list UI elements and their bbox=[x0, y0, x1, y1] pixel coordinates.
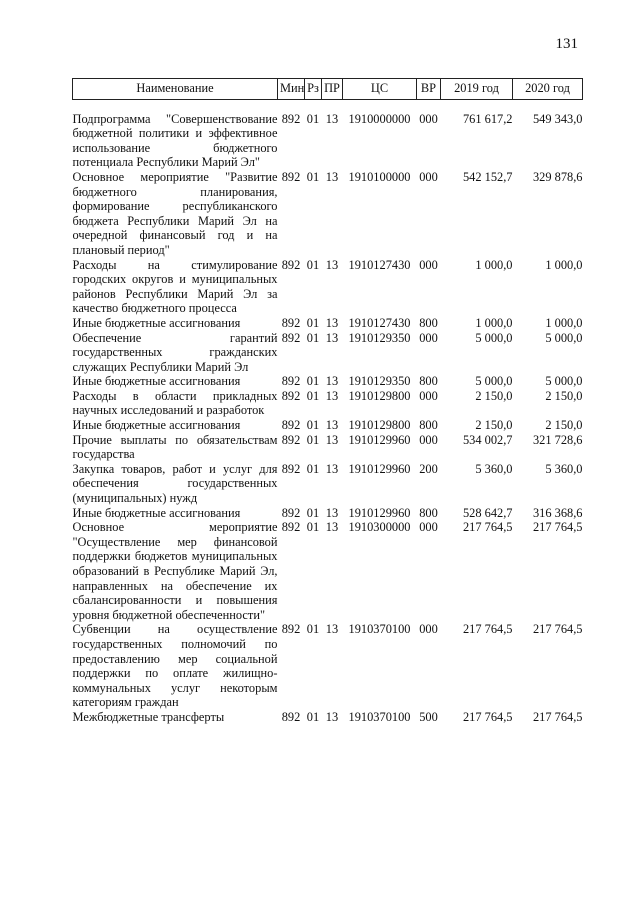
cell-vr: 500 bbox=[419, 709, 438, 724]
cell-2020: 2 150,0 bbox=[545, 388, 583, 403]
cell-min: 892 bbox=[281, 111, 301, 126]
cell-2019: 2 150,0 bbox=[475, 418, 513, 433]
cell-name: Обеспечение гарантий государственных гражданских служащих Республики Марий Эл bbox=[72, 330, 278, 374]
cell-name: Иные бюджетные ассигнования bbox=[72, 505, 241, 520]
cell-min: 892 bbox=[281, 709, 301, 724]
cell-min: 892 bbox=[281, 169, 301, 184]
table-row bbox=[73, 170, 583, 258]
cell-pr: 13 bbox=[325, 257, 339, 272]
cell-2020: 5 360,0 bbox=[545, 461, 583, 476]
header-min: Мин bbox=[278, 79, 305, 100]
cell-vr: 000 bbox=[419, 330, 438, 345]
cell-pr: 13 bbox=[325, 330, 339, 345]
cell-vr: 000 bbox=[419, 432, 438, 447]
cell-vr: 800 bbox=[419, 315, 438, 330]
cell-min: 892 bbox=[281, 315, 301, 330]
cell-min: 892 bbox=[281, 432, 301, 447]
cell-pr: 13 bbox=[325, 315, 339, 330]
cell-2019: 217 764,5 bbox=[462, 520, 513, 535]
cell-2020: 5 000,0 bbox=[545, 330, 583, 345]
header-pr: ПР bbox=[322, 79, 343, 100]
table-row bbox=[73, 710, 583, 725]
cell-rz: 01 bbox=[306, 418, 320, 433]
cell-name: Основное мероприятие "Развитие бюджетного планирования, формирование республиканского бюджета Республики Марий Эл на очередной финансовый год и на плановый период" bbox=[72, 169, 278, 257]
cell-2019: 217 764,5 bbox=[462, 709, 513, 724]
cell-pr: 13 bbox=[325, 505, 339, 520]
cell-vr: 000 bbox=[419, 257, 438, 272]
cell-vr: 200 bbox=[419, 461, 438, 476]
header-name: Наименование bbox=[73, 79, 278, 100]
cell-cs: 1910129960 bbox=[348, 432, 411, 447]
cell-2020: 217 764,5 bbox=[532, 622, 583, 637]
cell-2020: 1 000,0 bbox=[545, 257, 583, 272]
cell-vr: 800 bbox=[419, 505, 438, 520]
cell-2019: 761 617,2 bbox=[462, 111, 513, 126]
table-row bbox=[73, 374, 583, 389]
cell-name: Основное мероприятие "Осуществление мер финансовой поддержки бюджетов муниципальных образований в Республике Марий Эл, направленных на обеспечение их сбалансированности и повышения уровня бюджетной обеспеченности" bbox=[72, 520, 278, 622]
cell-name: Иные бюджетные ассигнования bbox=[72, 315, 241, 330]
cell-min: 892 bbox=[281, 505, 301, 520]
table-row bbox=[73, 99, 583, 170]
table-row bbox=[73, 622, 583, 710]
table-header bbox=[73, 79, 583, 100]
cell-2020: 549 343,0 bbox=[532, 111, 583, 126]
table-row bbox=[73, 316, 583, 331]
table-row bbox=[73, 331, 583, 375]
cell-2019: 5 360,0 bbox=[475, 461, 513, 476]
cell-pr: 13 bbox=[325, 374, 339, 389]
cell-2020: 2 150,0 bbox=[545, 418, 583, 433]
cell-rz: 01 bbox=[306, 461, 320, 476]
cell-rz: 01 bbox=[306, 622, 320, 637]
cell-name: Подпрограмма "Совершенствование бюджетной политики и эффективное использование бюджетного потенциала Республики Марий Эл" bbox=[72, 111, 278, 170]
cell-rz: 01 bbox=[306, 520, 320, 535]
table-row bbox=[73, 506, 583, 521]
cell-2020: 321 728,6 bbox=[532, 432, 583, 447]
cell-cs: 1910129800 bbox=[348, 388, 411, 403]
cell-rz: 01 bbox=[306, 505, 320, 520]
cell-min: 892 bbox=[281, 418, 301, 433]
table-row bbox=[73, 389, 583, 418]
cell-vr: 000 bbox=[419, 520, 438, 535]
cell-vr: 800 bbox=[419, 418, 438, 433]
cell-2020: 217 764,5 bbox=[532, 520, 583, 535]
page-number: 131 bbox=[555, 36, 578, 52]
header-cs: ЦС bbox=[343, 79, 417, 100]
cell-2020: 217 764,5 bbox=[532, 709, 583, 724]
cell-min: 892 bbox=[281, 520, 301, 535]
cell-name: Прочие выплаты по обязательствам государства bbox=[72, 432, 278, 462]
cell-name: Расходы в области прикладных научных исследований и разработок bbox=[72, 388, 278, 418]
header-rz: Рз bbox=[305, 79, 322, 100]
cell-cs: 1910129960 bbox=[348, 505, 411, 520]
header-2019: 2019 год bbox=[441, 79, 513, 100]
cell-2019: 5 000,0 bbox=[475, 374, 513, 389]
header-2020: 2020 год bbox=[513, 79, 583, 100]
cell-vr: 000 bbox=[419, 388, 438, 403]
cell-2020: 1 000,0 bbox=[545, 315, 583, 330]
cell-2019: 5 000,0 bbox=[475, 330, 513, 345]
cell-pr: 13 bbox=[325, 169, 339, 184]
table-row bbox=[73, 258, 583, 316]
cell-min: 892 bbox=[281, 461, 301, 476]
cell-pr: 13 bbox=[325, 418, 339, 433]
cell-name: Межбюджетные трансферты bbox=[72, 709, 225, 724]
cell-min: 892 bbox=[281, 374, 301, 389]
cell-rz: 01 bbox=[306, 374, 320, 389]
table-row bbox=[73, 418, 583, 433]
cell-2019: 1 000,0 bbox=[475, 315, 513, 330]
cell-name: Закупка товаров, работ и услуг для обеспечения государственных (муниципальных) нужд bbox=[72, 461, 278, 506]
cell-name: Субвенции на осуществление государственных полномочий по предоставлению мер социальной поддержки по оплате жилищно-коммунальных услуг некоторым категориям граждан bbox=[72, 622, 278, 710]
cell-2019: 217 764,5 bbox=[462, 622, 513, 637]
cell-min: 892 bbox=[281, 388, 301, 403]
cell-2020: 5 000,0 bbox=[545, 374, 583, 389]
cell-cs: 1910127430 bbox=[348, 257, 411, 272]
cell-pr: 13 bbox=[325, 622, 339, 637]
cell-cs: 1910127430 bbox=[348, 315, 411, 330]
cell-2020: 316 368,6 bbox=[532, 505, 583, 520]
cell-name: Иные бюджетные ассигнования bbox=[72, 418, 241, 433]
cell-rz: 01 bbox=[306, 709, 320, 724]
cell-rz: 01 bbox=[306, 169, 320, 184]
cell-vr: 000 bbox=[419, 169, 438, 184]
cell-2019: 528 642,7 bbox=[462, 505, 513, 520]
header-vr: ВР bbox=[417, 79, 441, 100]
cell-cs: 1910000000 bbox=[348, 111, 411, 126]
cell-cs: 1910370100 bbox=[348, 622, 411, 637]
cell-pr: 13 bbox=[325, 111, 339, 126]
cell-2019: 542 152,7 bbox=[462, 169, 513, 184]
cell-rz: 01 bbox=[306, 388, 320, 403]
cell-cs: 1910100000 bbox=[348, 169, 411, 184]
cell-vr: 800 bbox=[419, 374, 438, 389]
table-row bbox=[73, 462, 583, 506]
table-body bbox=[73, 99, 583, 724]
cell-min: 892 bbox=[281, 257, 301, 272]
cell-cs: 1910300000 bbox=[348, 520, 411, 535]
cell-vr: 000 bbox=[419, 622, 438, 637]
cell-cs: 1910129350 bbox=[348, 330, 411, 345]
cell-pr: 13 bbox=[325, 432, 339, 447]
cell-rz: 01 bbox=[306, 330, 320, 345]
cell-rz: 01 bbox=[306, 315, 320, 330]
cell-name: Расходы на стимулирование городских округов и муниципальных районов Республики Марий Эл за качество бюджетного процесса bbox=[72, 257, 278, 316]
cell-min: 892 bbox=[281, 330, 301, 345]
cell-rz: 01 bbox=[306, 257, 320, 272]
cell-pr: 13 bbox=[325, 520, 339, 535]
cell-pr: 13 bbox=[325, 388, 339, 403]
cell-2019: 1 000,0 bbox=[475, 257, 513, 272]
cell-2020: 329 878,6 bbox=[532, 169, 583, 184]
cell-cs: 1910370100 bbox=[348, 709, 411, 724]
cell-pr: 13 bbox=[325, 709, 339, 724]
cell-2019: 2 150,0 bbox=[475, 388, 513, 403]
budget-table bbox=[72, 78, 583, 725]
cell-rz: 01 bbox=[306, 111, 320, 126]
table-row bbox=[73, 433, 583, 462]
cell-min: 892 bbox=[281, 622, 301, 637]
cell-rz: 01 bbox=[306, 432, 320, 447]
cell-cs: 1910129800 bbox=[348, 418, 411, 433]
cell-cs: 1910129960 bbox=[348, 461, 411, 476]
cell-2019: 534 002,7 bbox=[462, 432, 513, 447]
table-row bbox=[73, 520, 583, 622]
cell-pr: 13 bbox=[325, 461, 339, 476]
cell-name: Иные бюджетные ассигнования bbox=[72, 374, 241, 389]
cell-cs: 1910129350 bbox=[348, 374, 411, 389]
cell-vr: 000 bbox=[419, 111, 438, 126]
